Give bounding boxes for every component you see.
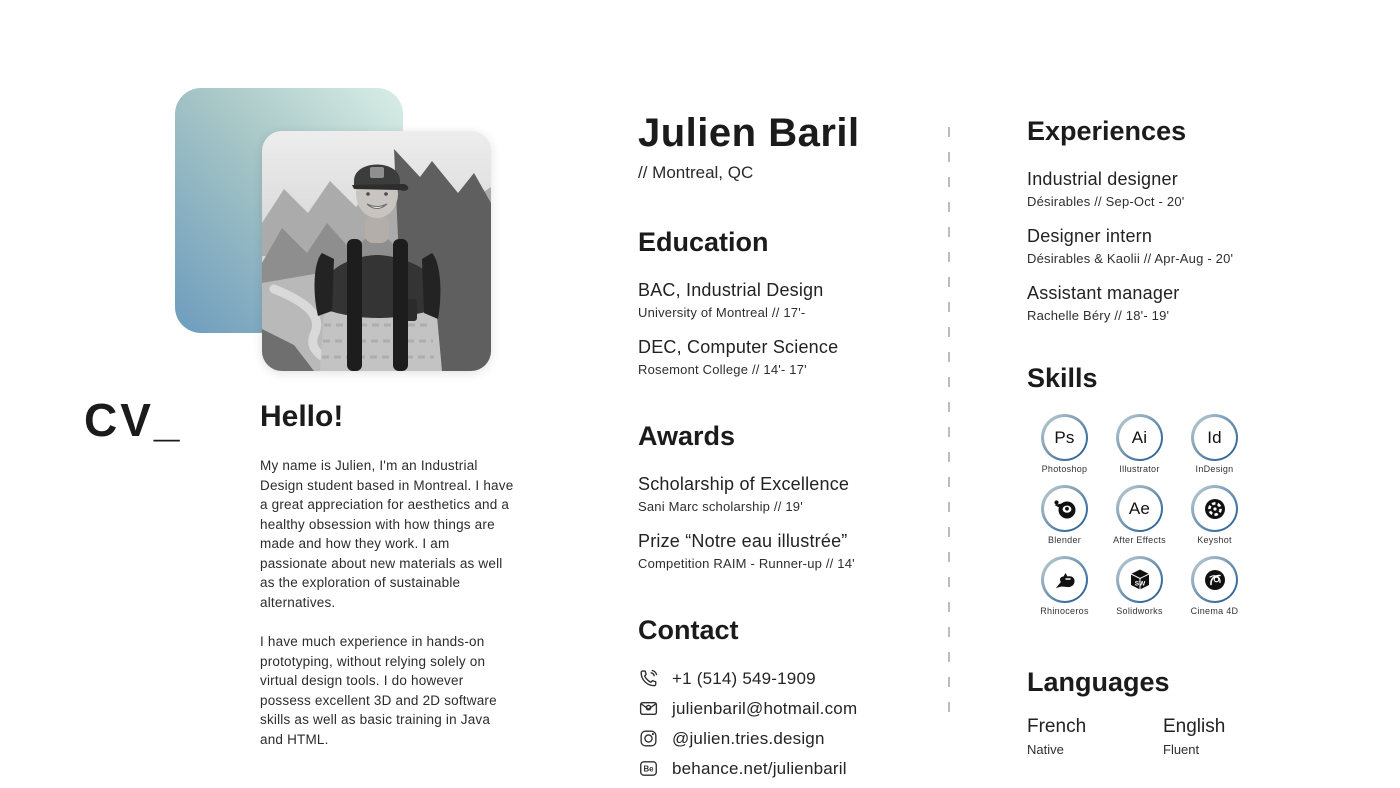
about-section [260, 400, 516, 749]
behance-icon [638, 758, 659, 779]
contact-heading: Contact [638, 615, 739, 646]
education-heading: Education [638, 227, 769, 257]
experience-entry-detail: Rachelle Béry // 18'- 19' [1027, 308, 1170, 324]
contact-instagram-text: @julien.tries.design [672, 728, 825, 748]
experience-entry [1027, 169, 1367, 209]
experience-entry-title: Assistant manager [1027, 283, 1180, 304]
about-paragraph-2: I have much experience in hands-on prototyping, without relying solely on virtual design tools. I do however possess excellent 3D and 2D software skills as well as basic training in Java and HTML. [260, 634, 497, 747]
skill-cinema4d: Cinema 4D [1177, 556, 1252, 627]
awards-heading: Awards [638, 421, 736, 452]
cv-logo: CV_ [84, 394, 183, 446]
experience-entry [1027, 283, 1367, 323]
profile-photo [262, 131, 491, 371]
education-entry [638, 280, 938, 320]
vertical-dashed-divider [948, 127, 950, 715]
blender-icon [1041, 485, 1088, 532]
contact-behance-text: behance.net/julienbaril [672, 758, 847, 778]
photoshop-icon: Ps [1041, 414, 1088, 461]
svg-text:Be: Be [643, 764, 654, 774]
languages-list [1027, 716, 1367, 757]
right-column [1027, 116, 1367, 757]
profile-photo-art [262, 131, 491, 371]
language-english: English Fluent [1163, 716, 1226, 758]
award-entry [638, 474, 938, 514]
experience-entry-detail: Désirables & Kaolii // Apr-Aug - 20' [1027, 251, 1234, 267]
award-entry [638, 531, 938, 571]
award-entry-title: Scholarship of Excellence [638, 474, 850, 495]
contact-behance[interactable] [638, 758, 938, 779]
phone-icon [638, 668, 659, 689]
contact-email-text: julienbaril@hotmail.com [672, 698, 858, 718]
email-icon [638, 698, 659, 719]
education-entry-detail: Rosemont College // 14'- 17' [638, 362, 807, 378]
person-name: Julien Baril [638, 111, 860, 155]
rhinoceros-icon [1041, 556, 1088, 603]
skill-rhinoceros: Rhinoceros [1027, 556, 1102, 627]
solidworks-icon [1116, 556, 1163, 603]
award-entry-title: Prize “Notre eau illustrée” [638, 531, 848, 552]
skill-solidworks: SW Solidworks [1102, 556, 1177, 627]
experience-entry-detail: Désirables // Sep-Oct - 20' [1027, 194, 1185, 210]
contact-phone-text: +1 (514) 549-1909 [672, 668, 816, 688]
contact-phone[interactable] [638, 668, 938, 689]
contact-list [638, 668, 938, 779]
cinema4d-icon [1191, 556, 1238, 603]
award-entry-detail: Competition RAIM - Runner-up // 14' [638, 556, 855, 572]
main-column [638, 110, 938, 779]
skill-blender: Blender [1027, 485, 1102, 556]
indesign-icon: Id [1191, 414, 1238, 461]
instagram-icon [638, 728, 659, 749]
education-entry-detail: University of Montreal // 17'- [638, 305, 806, 321]
education-entry-title: DEC, Computer Science [638, 337, 839, 358]
keyshot-icon [1191, 485, 1238, 532]
skill-illustrator: Ai Illustrator [1102, 414, 1177, 485]
about-heading: Hello! [260, 400, 344, 433]
languages-heading: Languages [1027, 667, 1170, 698]
skill-photoshop: Ps Photoshop [1027, 414, 1102, 485]
svg-text:SW: SW [1134, 580, 1145, 588]
skills-heading: Skills [1027, 363, 1098, 394]
award-entry-detail: Sani Marc scholarship // 19' [638, 499, 803, 515]
experience-entry-title: Industrial designer [1027, 169, 1178, 190]
experience-entry-title: Designer intern [1027, 226, 1153, 247]
contact-instagram[interactable] [638, 728, 938, 749]
after-effects-icon: Ae [1116, 485, 1163, 532]
illustrator-icon: Ai [1116, 414, 1163, 461]
language-french: French Native [1027, 716, 1087, 758]
person-location: // Montreal, QC [638, 163, 754, 182]
about-paragraph-1: My name is Julien, I'm an Industrial Design student based in Montreal. I have a great appreciation for aesthetics and a healthy obsession with how things are made and how they work. I am passionate about new materials as well as the exploration of sustainable alternatives. [260, 458, 514, 610]
contact-email[interactable] [638, 698, 938, 719]
experiences-heading: Experiences [1027, 116, 1187, 146]
education-entry-title: BAC, Industrial Design [638, 280, 824, 301]
skill-keyshot: Keyshot [1177, 485, 1252, 556]
skills-grid [1027, 414, 1252, 627]
experience-entry [1027, 226, 1367, 266]
skill-indesign: Id InDesign [1177, 414, 1252, 485]
skill-aftereffects: Ae After Effects [1102, 485, 1177, 556]
education-entry [638, 337, 938, 377]
